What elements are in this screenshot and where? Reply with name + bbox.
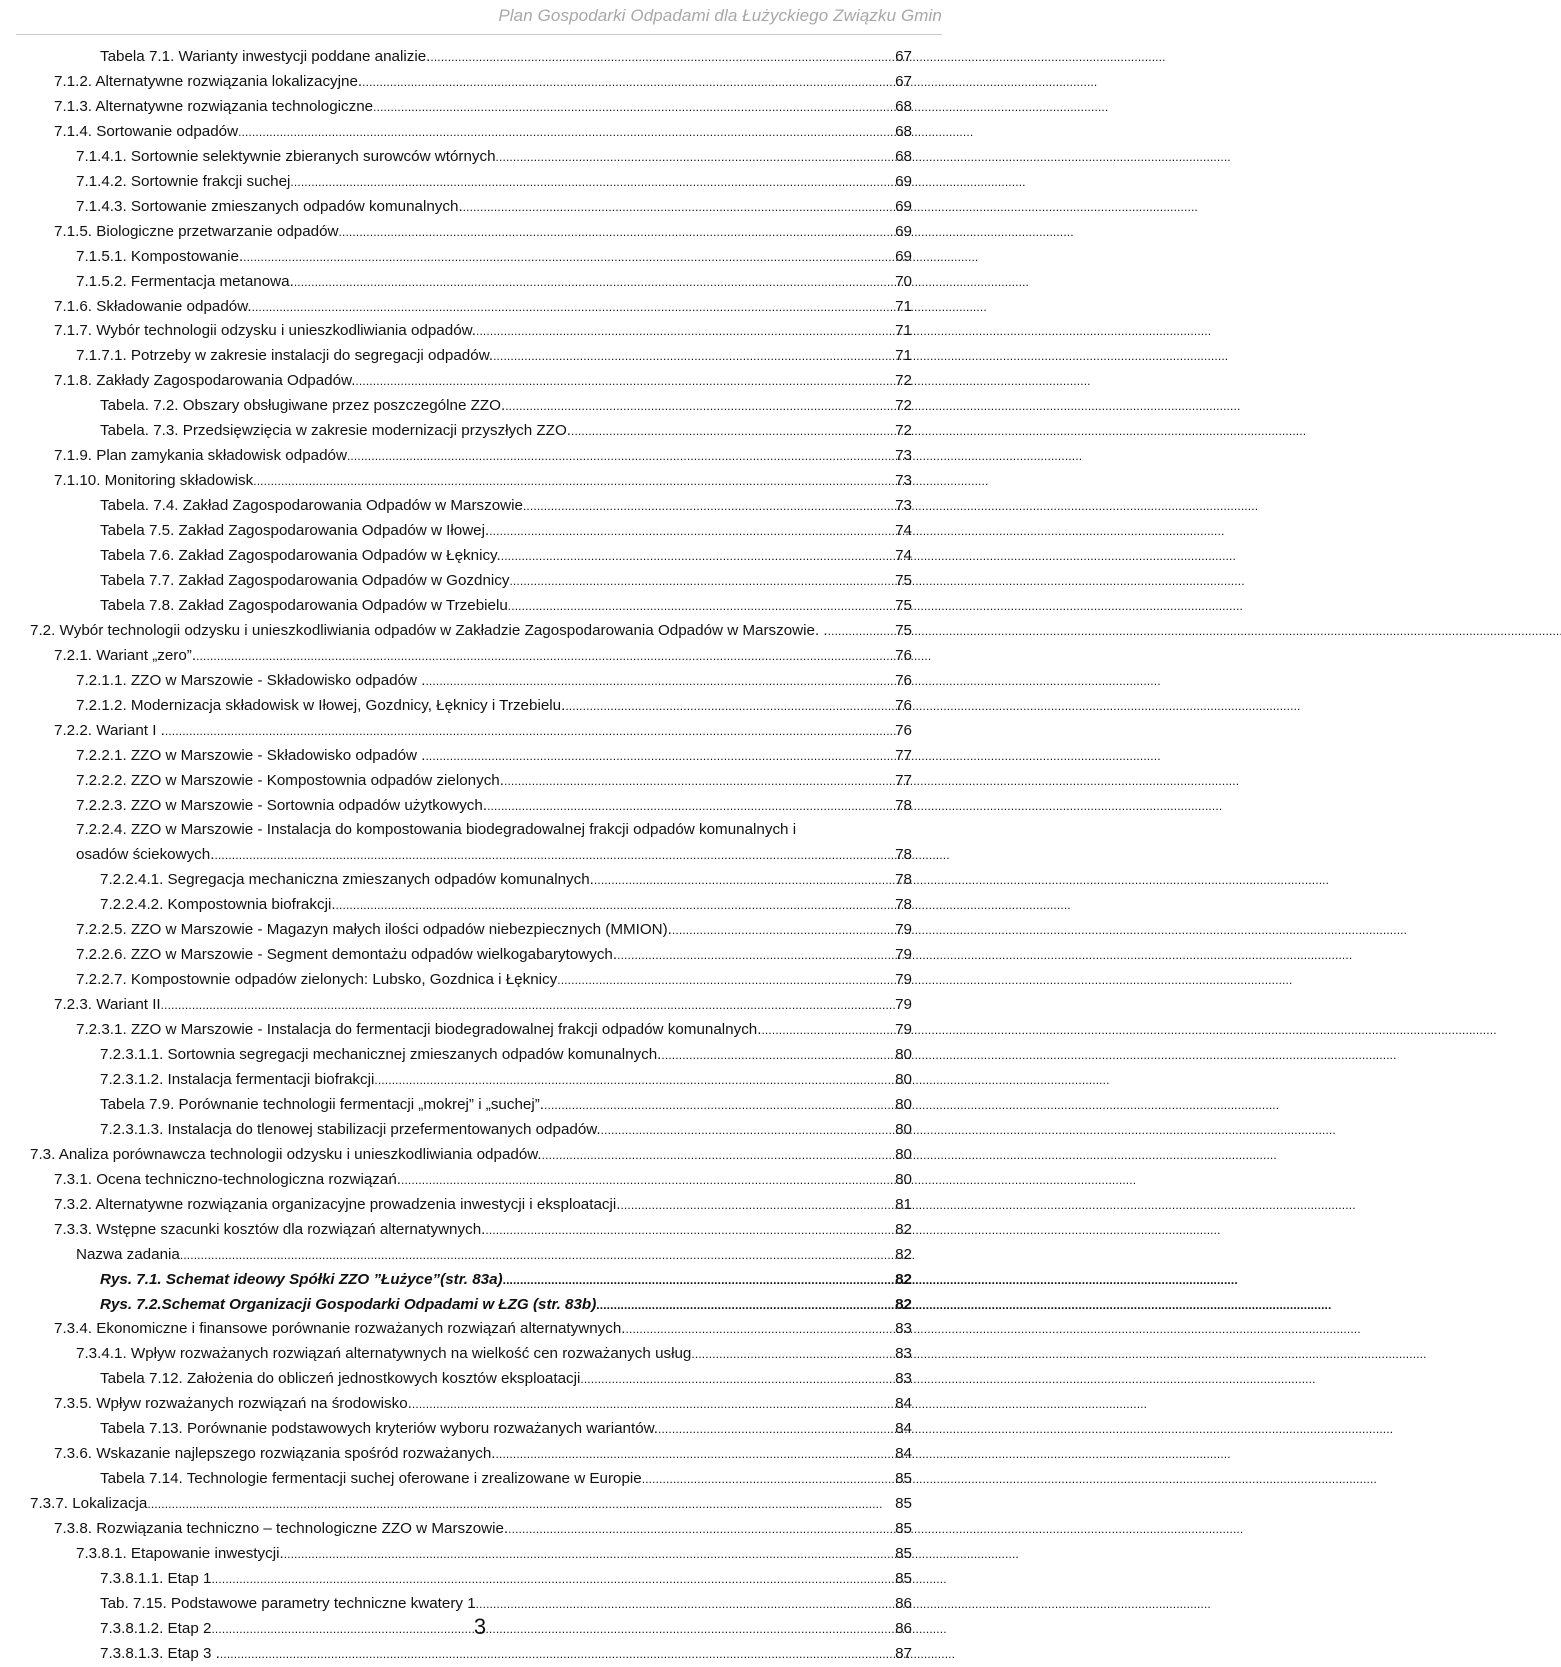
- dot-leader: [253, 468, 893, 494]
- toc-entry-page: 80: [895, 1121, 912, 1138]
- dot-leader: [571, 418, 893, 444]
- toc-entry-title: 7.1.4.2. Sortownie frakcji suchej: [76, 173, 291, 190]
- toc-entry-title: 7.1.4.1. Sortownie selektywnie zbieranych surowców wtórnych: [76, 148, 496, 165]
- toc-entry-page: 78: [895, 871, 912, 888]
- dot-leader: [620, 1192, 893, 1218]
- toc-entry-title: 7.1.9. Plan zamykania składowisk odpadów: [54, 447, 347, 464]
- toc-entry[interactable]: [0, 1491, 960, 1517]
- toc-entry-page: 77: [895, 772, 912, 789]
- toc-entry[interactable]: [0, 1441, 960, 1467]
- dot-leader: [761, 1017, 893, 1043]
- toc-entry-page: 70: [895, 273, 912, 290]
- header-rule: [16, 34, 942, 35]
- toc-entry-page: 84: [895, 1395, 912, 1412]
- toc-entry-page: 80: [895, 1146, 912, 1163]
- toc-entry-page: 73: [895, 447, 912, 464]
- dot-leader: [180, 1242, 893, 1268]
- toc-entry-title: Tabela 7.1. Warianty inwestycji poddane analizie.: [100, 48, 431, 65]
- toc-entry-title: 7.1.5.1. Kompostowanie.: [76, 248, 244, 265]
- dot-leader: [503, 1267, 893, 1293]
- toc-entry[interactable]: [0, 294, 960, 320]
- toc-entry-page: 76: [895, 722, 912, 739]
- toc-entry[interactable]: [0, 318, 960, 344]
- dot-leader: [196, 643, 893, 669]
- dot-leader: [336, 892, 894, 918]
- dot-leader: [642, 1466, 893, 1492]
- toc-entry[interactable]: [0, 1391, 960, 1417]
- dot-leader: [238, 119, 893, 145]
- dot-leader: [672, 917, 893, 943]
- dot-leader: [401, 1167, 893, 1193]
- toc-entry[interactable]: [0, 468, 960, 494]
- dot-leader: [509, 568, 893, 594]
- toc-entry[interactable]: [0, 1217, 960, 1243]
- toc-entry-title: Tabela 7.6. Zakład Zagospodarowania Odpadów w Łęknicy.: [100, 547, 501, 564]
- toc-entry-page: 86: [895, 1595, 912, 1612]
- toc-entry[interactable]: [0, 493, 960, 519]
- toc-entry-page: 83: [895, 1345, 912, 1362]
- toc-entry[interactable]: [0, 1466, 960, 1492]
- toc-entry[interactable]: [0, 942, 960, 968]
- toc-entry-page: 79: [895, 1021, 912, 1038]
- toc-entry-title: Tabela 7.7. Zakład Zagospodarowania Odpadów w Gozdnicy: [100, 572, 510, 589]
- toc-entry-page: 72: [895, 422, 912, 439]
- toc-entry-title: 7.3.8.1.2. Etap 2: [100, 1620, 212, 1637]
- toc-entry-page: 69: [895, 223, 912, 240]
- toc-entry[interactable]: [0, 1067, 960, 1093]
- toc-entry[interactable]: [0, 144, 960, 170]
- toc-entry-page: 78: [895, 797, 912, 814]
- toc-entry-page: 79: [895, 996, 912, 1013]
- toc-entry-title: 7.2.3.1.1. Sortownia segregacji mechanicznej zmieszanych odpadów komunalnych.: [100, 1046, 662, 1063]
- toc-entry-page: 74: [895, 522, 912, 539]
- dot-leader: [661, 1042, 893, 1068]
- dot-leader: [505, 393, 893, 419]
- toc-entry-page: 79: [895, 921, 912, 938]
- toc-entry[interactable]: [0, 219, 960, 245]
- toc-entry-title: Tabela 7.5. Zakład Zagospodarowania Odpadów w Iłowej.: [100, 522, 490, 539]
- toc-entry-page: 85: [895, 1570, 912, 1587]
- toc-entry-title: 7.3.7. Lokalizacja: [30, 1495, 148, 1512]
- toc-entry-title: 7.1.4.3. Sortowanie zmieszanych odpadów komunalnych.: [76, 198, 463, 215]
- toc-entry[interactable]: [0, 768, 960, 794]
- toc-entry-page: 76: [895, 697, 912, 714]
- toc-entry-page: 80: [895, 1046, 912, 1063]
- toc-entry-title: 7.1.4. Sortowanie odpadów: [54, 123, 239, 140]
- toc-entry-page: 84: [895, 1420, 912, 1437]
- toc-entry-page: 69: [895, 173, 912, 190]
- toc-entry-title: Tabela 7.14. Technologie fermentacji suchej oferowane i zrealizowane w Europie: [100, 1470, 642, 1487]
- toc-entry[interactable]: [0, 1541, 960, 1567]
- toc-entry-page: 73: [895, 472, 912, 489]
- toc-entry-page: 67: [895, 48, 912, 65]
- dot-leader: [362, 69, 893, 95]
- toc-entry-page: 72: [895, 372, 912, 389]
- toc-entry-page: 68: [895, 123, 912, 140]
- toc-entry-page: 82: [895, 1271, 912, 1288]
- toc-entry-page: 81: [895, 1196, 912, 1213]
- toc-entry[interactable]: [0, 1267, 960, 1293]
- toc-entry-title: 7.3.2. Alternatywne rozwiązania organizacyjne prowadzenia inwestycji i eksploatacji.: [54, 1196, 621, 1213]
- toc-entry-title: 7.2.2.5. ZZO w Marszowie - Magazyn małych ilości odpadów niebezpiecznych (MMION).: [76, 921, 672, 938]
- toc-entry[interactable]: [0, 992, 960, 1018]
- toc-entry[interactable]: [0, 418, 960, 444]
- toc-entry-title: 7.3. Analiza porównawcza technologii odzysku i unieszkodliwiania odpadów.: [30, 1146, 542, 1163]
- toc-entry-title: 7.2.3.1.2. Instalacja fermentacji biofrakcji: [100, 1071, 375, 1088]
- toc-entry-title: Nazwa zadania: [76, 1246, 180, 1263]
- toc-entry[interactable]: [0, 668, 960, 694]
- toc-entry-title: 7.2.1. Wariant „zero”.: [54, 647, 197, 664]
- toc-entry-page: 83: [895, 1370, 912, 1387]
- toc-entry-title: 7.1.3. Alternatywne rozwiązania technologiczne: [54, 98, 374, 115]
- toc-entry-title: 7.1.7. Wybór technologii odzysku i unieszkodliwiania odpadów.: [54, 322, 476, 339]
- toc-entry-page: 83: [895, 1320, 912, 1337]
- toc-entry[interactable]: [0, 443, 960, 469]
- dot-leader: [425, 743, 893, 769]
- toc-entry[interactable]: [0, 244, 960, 270]
- toc-entry[interactable]: [0, 269, 960, 295]
- page-number: 3: [473, 1614, 487, 1639]
- toc-entry-title: 7.1.2. Alternatywne rozwiązania lokalizacyjne.: [54, 73, 363, 90]
- toc-entry[interactable]: [0, 1042, 960, 1068]
- dot-leader: [252, 294, 894, 320]
- toc-entry-page: 82: [895, 1296, 912, 1313]
- toc-entry[interactable]: [0, 643, 960, 669]
- dot-leader: [496, 144, 894, 170]
- toc-entry-title: Tabela. 7.2. Obszary obsługiwane przez poszczególne ZZO.: [100, 397, 506, 414]
- toc-entry-page: 75: [895, 597, 912, 614]
- dot-leader: [165, 718, 893, 744]
- dot-leader: [463, 194, 893, 220]
- dot-leader: [601, 1117, 893, 1143]
- toc-entry-title: Tabela. 7.3. Przedsięwzięcia w zakresie modernizacji przyszłych ZZO.: [100, 422, 571, 439]
- toc-entry[interactable]: [0, 1167, 960, 1193]
- toc-entry-page: 76: [895, 672, 912, 689]
- dot-leader: [355, 368, 893, 394]
- toc-entry-continuation[interactable]: [0, 842, 960, 868]
- toc-entry-title: 7.2.2.1. ZZO w Marszowie - Składowisko odpadów .: [76, 747, 426, 764]
- toc-entry[interactable]: [0, 1641, 960, 1667]
- dot-leader: [147, 1491, 893, 1517]
- toc-entry-title: Tabela 7.9. Porównanie technologii fermentacji „mokrej” i „suchej”.: [100, 1096, 545, 1113]
- toc-entry-title: Rys. 7.2.Schemat Organizacji Gospodarki Odpadami w ŁZG (str. 83b): [100, 1296, 597, 1313]
- toc-entry-title: 7.2.2.2. ZZO w Marszowie - Kompostownia odpadów zielonych.: [76, 772, 504, 789]
- toc-entry-title: 7.2.3. Wariant II: [54, 996, 161, 1013]
- toc-entry-title: Tab. 7.15. Podstawowe parametry techniczne kwatery 1: [100, 1595, 476, 1612]
- dot-leader: [284, 1541, 893, 1567]
- dot-leader: [489, 518, 893, 544]
- toc-entry-page: 73: [895, 497, 912, 514]
- dot-leader: [508, 593, 893, 619]
- toc-entry-title: 7.2.2. Wariant I .: [54, 722, 165, 739]
- toc-entry[interactable]: [0, 1017, 960, 1043]
- toc-entry-page: 80: [895, 1071, 912, 1088]
- dot-leader: [339, 219, 894, 245]
- toc-entry-title: 7.2.2.6. ZZO w Marszowie - Segment demontażu odpadów wielkogabarytowych.: [76, 946, 618, 963]
- toc-entry-page: 69: [895, 198, 912, 215]
- toc-entry-title: 7.2.2.7. Kompostownie odpadów zielonych: Lubsko, Gozdnica i Łęknicy: [76, 971, 558, 988]
- toc-entry-title: 7.3.6. Wskazanie najlepszego rozwiązania spośród rozważanych.: [54, 1445, 496, 1462]
- dot-leader: [557, 967, 893, 993]
- toc-entry-title: Rys. 7.1. Schemat ideowy Spółki ZZO ”Łużyce”(str. 83a): [100, 1271, 503, 1288]
- toc-entry-page: 74: [895, 547, 912, 564]
- dot-leader: [508, 1516, 893, 1542]
- dot-leader: [294, 269, 893, 295]
- toc-entry-page: 67: [895, 73, 912, 90]
- dot-leader: [211, 1566, 893, 1592]
- toc-entry[interactable]: [0, 743, 960, 769]
- dot-leader: [617, 942, 893, 968]
- toc-entry-page: 82: [895, 1221, 912, 1238]
- toc-entry[interactable]: [0, 194, 960, 220]
- toc-entry[interactable]: [0, 1092, 960, 1118]
- toc-entry[interactable]: [0, 817, 960, 843]
- dot-leader: [523, 493, 893, 519]
- toc-entry[interactable]: [0, 1316, 960, 1342]
- toc-entry[interactable]: [0, 119, 960, 145]
- dot-leader: [658, 1416, 893, 1442]
- toc-entry-title: 7.2.2.4.2. Kompostownia biofrakcji.: [100, 896, 336, 913]
- toc-entry[interactable]: [0, 169, 960, 195]
- toc-entry[interactable]: [0, 967, 960, 993]
- toc-entry-title: 7.1.7.1. Potrzeby w zakresie instalacji do segregacji odpadów.: [76, 347, 494, 364]
- dot-leader: [496, 1441, 894, 1467]
- dot-leader: [501, 543, 893, 569]
- toc-entry-title: 7.3.8.1.1. Etap 1: [100, 1570, 212, 1587]
- toc-entry-title: 7.3.4.1. Wpływ rozważanych rozwiązań alternatywnych na wielkość cen rozważanych usług: [76, 1345, 692, 1362]
- toc-entry[interactable]: [0, 867, 960, 893]
- toc-entry[interactable]: [0, 693, 960, 719]
- toc-entry-page: 77: [895, 747, 912, 764]
- toc-entry-page: 78: [895, 846, 912, 863]
- toc-entry[interactable]: [0, 718, 960, 744]
- toc-entry-title: 7.2.2.4.1. Segregacja mechaniczna zmieszanych odpadów komunalnych.: [100, 871, 594, 888]
- dot-leader: [596, 1292, 893, 1318]
- dot-leader: [476, 318, 893, 344]
- dot-leader: [565, 693, 893, 719]
- toc-entry[interactable]: [0, 1416, 960, 1442]
- dot-leader: [691, 1341, 893, 1367]
- toc-entry[interactable]: [0, 44, 960, 70]
- toc-entry[interactable]: [0, 892, 960, 918]
- toc-entry-page: 87: [895, 1645, 912, 1662]
- toc-entry-page: 82: [895, 1246, 912, 1263]
- toc-entry-page: 78: [895, 896, 912, 913]
- toc-entry[interactable]: [0, 1142, 960, 1168]
- dot-leader: [220, 1641, 893, 1667]
- toc-entry-page: 72: [895, 397, 912, 414]
- toc-entry[interactable]: [0, 793, 960, 819]
- toc-entry-title: 7.2.3.1. ZZO w Marszowie - Instalacja do fermentacji biodegradowalnej frakcji odpadów komunalnych.: [76, 1021, 762, 1038]
- toc-entry-title: 7.1.8. Zakłady Zagospodarowania Odpadów.: [54, 372, 356, 389]
- dot-leader: [542, 1142, 893, 1168]
- toc-entry[interactable]: [0, 1117, 960, 1143]
- toc-entry-title: 7.3.3. Wstępne szacunki kosztów dla rozwiązań alternatywnych.: [54, 1221, 486, 1238]
- toc-entry[interactable]: [0, 1566, 960, 1592]
- toc-entry-page: 71: [895, 322, 912, 339]
- dot-leader: [544, 1092, 893, 1118]
- toc-entry-page: 76: [895, 647, 912, 664]
- toc-entry-page: 75: [895, 572, 912, 589]
- toc-entry[interactable]: [0, 69, 960, 95]
- toc-entry[interactable]: [0, 1341, 960, 1367]
- dot-leader: [214, 842, 893, 868]
- toc-entry[interactable]: [0, 1192, 960, 1218]
- dot-leader: [580, 1366, 893, 1392]
- dot-leader: [485, 1217, 893, 1243]
- toc-entry-page: 79: [895, 946, 912, 963]
- toc-entry-page: 85: [895, 1470, 912, 1487]
- toc-entry-title: Tabela 7.12. Założenia do obliczeń jednostkowych kosztów eksploatacji: [100, 1370, 581, 1387]
- header-title: Plan Gospodarki Odpadami dla Łużyckiego Związku Gmin: [498, 6, 942, 25]
- toc-entry-page: 85: [895, 1495, 912, 1512]
- toc-entry[interactable]: [0, 343, 960, 369]
- toc-entry-title: Tabela 7.8. Zakład Zagospodarowania Odpadów w Trzebielu: [100, 597, 508, 614]
- toc-entry[interactable]: [0, 518, 960, 544]
- toc-entry-title: 7.2.3.1.3. Instalacja do tlenowej stabilizacji przefermentowanych odpadów.: [100, 1121, 601, 1138]
- toc-entry[interactable]: [0, 1516, 960, 1542]
- dot-leader: [425, 668, 893, 694]
- toc-entry[interactable]: [0, 1242, 960, 1268]
- toc-entry-title: 7.2.1.1. ZZO w Marszowie - Składowisko odpadów .: [76, 672, 426, 689]
- toc-entry-title: 7.3.1. Ocena techniczno-technologiczna rozwiązań.: [54, 1171, 401, 1188]
- toc-entry-title: 7.3.4. Ekonomiczne i finansowe porównanie rozważanych rozwiązań alternatywnych.: [54, 1320, 626, 1337]
- toc-entry-title: 7.3.5. Wpływ rozważanych rozwiązań na środowisko.: [54, 1395, 412, 1412]
- toc-entry-page: 85: [895, 1545, 912, 1562]
- toc-entry-title: Tabela 7.13. Porównanie podstawowych kryteriów wyboru rozważanych wariantów.: [100, 1420, 658, 1437]
- toc-entry-title: 7.2. Wybór technologii odzysku i unieszkodliwiania odpadów w Zakładzie Zagospodarowania Odpadów w Marszowie. .: [30, 622, 828, 639]
- dot-leader: [412, 1391, 893, 1417]
- dot-leader: [161, 992, 893, 1018]
- toc-entry-title: 7.3.8.1. Etapowanie inwestycji.: [76, 1545, 284, 1562]
- dot-leader: [243, 244, 893, 270]
- toc-entry-page: 69: [895, 248, 912, 265]
- toc-entry[interactable]: [0, 393, 960, 419]
- toc-entry-page: 68: [895, 98, 912, 115]
- toc-entry-page: 79: [895, 971, 912, 988]
- toc-entry[interactable]: [0, 94, 960, 120]
- toc-entry[interactable]: [0, 568, 960, 594]
- toc-entry-page: 71: [895, 347, 912, 364]
- toc-entry-title: Tabela. 7.4. Zakład Zagospodarowania Odpadów w Marszowie: [100, 497, 523, 514]
- dot-leader: [430, 44, 893, 70]
- toc-entry-title-cont: osadów ściekowych.: [76, 846, 215, 863]
- toc-entry-title: 7.1.5. Biologiczne przetwarzanie odpadów: [54, 223, 339, 240]
- dot-leader: [374, 1067, 893, 1093]
- toc-entry-page: 80: [895, 1171, 912, 1188]
- dot-leader: [347, 443, 893, 469]
- dot-leader: [828, 618, 893, 644]
- toc-entry[interactable]: [0, 543, 960, 569]
- toc-entry-page: 85: [895, 1520, 912, 1537]
- toc-entry[interactable]: [0, 368, 960, 394]
- toc-entry-page: 80: [895, 1096, 912, 1113]
- toc-entry[interactable]: [0, 1292, 960, 1318]
- dot-leader: [504, 768, 893, 794]
- toc-entry-title: 7.1.6. Składowanie odpadów.: [54, 298, 252, 315]
- toc-entry[interactable]: [0, 1366, 960, 1392]
- dot-leader: [373, 94, 893, 120]
- toc-entry-page: 75: [895, 622, 912, 639]
- toc-entry-page: 71: [895, 298, 912, 315]
- dot-leader: [594, 867, 893, 893]
- toc-entry-title: 7.3.8.1.3. Etap 3 .: [100, 1645, 220, 1662]
- toc-entry-title: 7.2.2.3. ZZO w Marszowie - Sortownia odpadów użytkowych.: [76, 797, 488, 814]
- toc-entry-title: 7.2.2.4. ZZO w Marszowie - Instalacja do kompostowania biodegradowalnej frakcji odpadów komunalnych i: [76, 821, 797, 838]
- toc-entry-title: 7.2.1.2. Modernizacja składowisk w Iłowej, Gozdnicy, Łęknicy i Trzebielu.: [76, 697, 566, 714]
- toc-entry[interactable]: [0, 618, 960, 644]
- toc-entry-title: 7.1.5.2. Fermentacja metanowa.: [76, 273, 294, 290]
- toc-entry-title: 7.3.8. Rozwiązania techniczno – technologiczne ZZO w Marszowie.: [54, 1520, 509, 1537]
- toc-entry-title: 7.1.10. Monitoring składowisk: [54, 472, 254, 489]
- dot-leader: [626, 1316, 894, 1342]
- toc-entry[interactable]: [0, 917, 960, 943]
- toc-entry[interactable]: [0, 593, 960, 619]
- toc-entry-page: 86: [895, 1620, 912, 1637]
- dot-leader: [487, 793, 893, 819]
- toc-entry-page: 84: [895, 1445, 912, 1462]
- dot-leader: [493, 343, 893, 369]
- dot-leader: [290, 169, 893, 195]
- toc-entry-page: 68: [895, 148, 912, 165]
